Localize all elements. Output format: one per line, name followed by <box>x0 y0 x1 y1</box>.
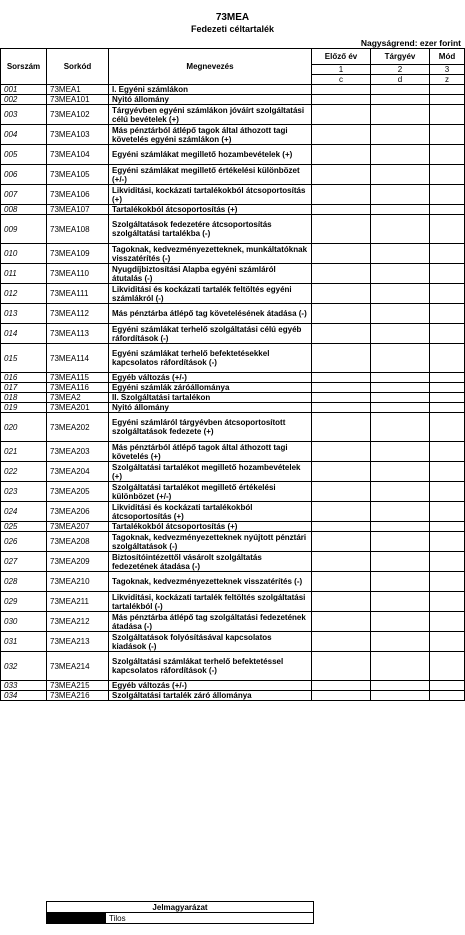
header-mod: Mód <box>430 49 465 65</box>
row-targyev-cell[interactable] <box>371 482 430 502</box>
row-megnevezes: I. Egyéni számlákon <box>109 85 312 95</box>
table-row <box>1 145 465 165</box>
row-mod-cell[interactable] <box>430 205 465 215</box>
row-elozo-ev-cell[interactable] <box>312 393 371 403</box>
row-sorszam: 033 <box>1 681 47 691</box>
row-mod-cell[interactable] <box>430 264 465 284</box>
row-targyev-cell[interactable] <box>371 215 430 244</box>
row-mod-cell[interactable] <box>430 85 465 95</box>
table-row <box>1 572 465 592</box>
row-megnevezes: Tagoknak, kedvezményezetteknek visszatérítés (-) <box>109 572 312 592</box>
row-sorkod: 73MEA213 <box>47 632 109 652</box>
row-sorkod: 73MEA207 <box>47 522 109 532</box>
table-row <box>1 344 465 373</box>
row-sorszam: 015 <box>1 344 47 373</box>
row-sorkod: 73MEA114 <box>47 344 109 373</box>
row-targyev-cell[interactable] <box>371 205 430 215</box>
row-sorkod: 73MEA212 <box>47 612 109 632</box>
row-sorkod: 73MEA202 <box>47 413 109 442</box>
row-sorkod: 73MEA210 <box>47 572 109 592</box>
row-megnevezes: Szolgáltatások folyósításával kapcsolatos kiadások (-) <box>109 632 312 652</box>
row-elozo-ev-cell[interactable] <box>312 691 371 701</box>
row-targyev-cell[interactable] <box>371 383 430 393</box>
row-elozo-ev-cell[interactable] <box>312 145 371 165</box>
row-elozo-ev-cell[interactable] <box>312 165 371 185</box>
row-elozo-ev-cell[interactable] <box>312 482 371 502</box>
row-mod-cell[interactable] <box>430 572 465 592</box>
header-targyev: Tárgyév <box>371 49 430 65</box>
row-sorszam: 013 <box>1 304 47 324</box>
row-elozo-ev-cell[interactable] <box>312 373 371 383</box>
row-elozo-ev-cell[interactable] <box>312 572 371 592</box>
row-sorszam: 021 <box>1 442 47 462</box>
row-elozo-ev-cell[interactable] <box>312 612 371 632</box>
row-mod-cell[interactable] <box>430 442 465 462</box>
row-targyev-cell[interactable] <box>371 612 430 632</box>
row-elozo-ev-cell[interactable] <box>312 592 371 612</box>
row-sorszam: 011 <box>1 264 47 284</box>
row-megnevezes: Tartalékokból átcsoportosítás (+) <box>109 205 312 215</box>
row-elozo-ev-cell[interactable] <box>312 383 371 393</box>
row-targyev-cell[interactable] <box>371 681 430 691</box>
legend-swatch <box>47 913 106 924</box>
form-code: 73MEA <box>215 12 250 23</box>
row-elozo-ev-cell[interactable] <box>312 502 371 522</box>
row-megnevezes: Szolgáltatási számlákat terhelő befektetéssel kapcsolatos ráfordítások (-) <box>109 652 312 681</box>
table-row <box>1 165 465 185</box>
row-sorszam: 026 <box>1 532 47 552</box>
row-targyev-cell[interactable] <box>371 393 430 403</box>
row-sorszam: 012 <box>1 284 47 304</box>
row-targyev-cell[interactable] <box>371 462 430 482</box>
row-sorszam: 032 <box>1 652 47 681</box>
table-row <box>1 373 465 383</box>
row-targyev-cell[interactable] <box>371 324 430 344</box>
row-sorkod: 73MEA112 <box>47 304 109 324</box>
row-targyev-cell[interactable] <box>371 244 430 264</box>
row-mod-cell[interactable] <box>430 522 465 532</box>
table-row <box>1 403 465 413</box>
row-megnevezes: Szolgáltatási tartalékot megillető hozambevételek (+) <box>109 462 312 482</box>
row-sorkod: 73MEA115 <box>47 373 109 383</box>
row-sorszam: 018 <box>1 393 47 403</box>
row-mod-cell[interactable] <box>430 482 465 502</box>
row-elozo-ev-cell[interactable] <box>312 215 371 244</box>
row-megnevezes: Egyéni számlákat megillető értékelési különbözet (+/-) <box>109 165 312 185</box>
row-mod-cell[interactable] <box>430 612 465 632</box>
row-targyev-cell[interactable] <box>371 264 430 284</box>
row-mod-cell[interactable] <box>430 632 465 652</box>
row-targyev-cell[interactable] <box>371 442 430 462</box>
row-sorkod: 73MEA109 <box>47 244 109 264</box>
row-sorszam: 010 <box>1 244 47 264</box>
row-sorszam: 024 <box>1 502 47 522</box>
row-elozo-ev-cell[interactable] <box>312 264 371 284</box>
row-mod-cell[interactable] <box>430 691 465 701</box>
row-elozo-ev-cell[interactable] <box>312 552 371 572</box>
row-mod-cell[interactable] <box>430 552 465 572</box>
row-elozo-ev-cell[interactable] <box>312 304 371 324</box>
legend-title: Jelmagyarázat <box>47 902 314 913</box>
row-targyev-cell[interactable] <box>371 532 430 552</box>
row-megnevezes: Egyéni számlákat terhelő befektetésekkel kapcsolatos ráfordítások (-) <box>109 344 312 373</box>
row-targyev-cell[interactable] <box>371 403 430 413</box>
row-sorszam: 002 <box>1 95 47 105</box>
row-sorszam: 022 <box>1 462 47 482</box>
row-sorszam: 027 <box>1 552 47 572</box>
row-megnevezes: Egyéni számlákat megillető hozambevételek (+) <box>109 145 312 165</box>
table-row <box>1 95 465 105</box>
row-sorkod: 73MEA205 <box>47 482 109 502</box>
table-row <box>1 522 465 532</box>
row-mod-cell[interactable] <box>430 185 465 205</box>
row-targyev-cell[interactable] <box>371 284 430 304</box>
header-num-1: 1 <box>312 65 371 75</box>
row-elozo-ev-cell[interactable] <box>312 284 371 304</box>
row-sorszam: 025 <box>1 522 47 532</box>
row-megnevezes: Más pénztárba átlépő tag szolgáltatási fedezetének átadása (-) <box>109 612 312 632</box>
legend-table <box>46 901 314 924</box>
row-sorszam: 034 <box>1 691 47 701</box>
row-megnevezes: Egyéb változás (+/-) <box>109 373 312 383</box>
row-mod-cell[interactable] <box>430 244 465 264</box>
table-row <box>1 125 465 145</box>
row-sorszam: 001 <box>1 85 47 95</box>
row-targyev-cell[interactable] <box>371 691 430 701</box>
row-megnevezes: II. Szolgáltatási tartalékon <box>109 393 312 403</box>
row-mod-cell[interactable] <box>430 215 465 244</box>
row-sorkod: 73MEA104 <box>47 145 109 165</box>
row-targyev-cell[interactable] <box>371 185 430 205</box>
row-sorkod: 73MEA103 <box>47 125 109 145</box>
row-megnevezes: Egyéni számlák záróállománya <box>109 383 312 393</box>
row-elozo-ev-cell[interactable] <box>312 244 371 264</box>
row-targyev-cell[interactable] <box>371 125 430 145</box>
row-sorszam: 019 <box>1 403 47 413</box>
row-megnevezes: Egyéb változás (+/-) <box>109 681 312 691</box>
row-sorszam: 028 <box>1 572 47 592</box>
row-targyev-cell[interactable] <box>371 572 430 592</box>
data-table <box>0 48 465 701</box>
row-targyev-cell[interactable] <box>371 373 430 383</box>
row-sorkod: 73MEA201 <box>47 403 109 413</box>
row-sorkod: 73MEA107 <box>47 205 109 215</box>
table-row <box>1 502 465 522</box>
row-mod-cell[interactable] <box>430 413 465 442</box>
header-sorszam: Sorszám <box>1 49 47 85</box>
row-sorkod: 73MEA1 <box>47 85 109 95</box>
row-elozo-ev-cell[interactable] <box>312 105 371 125</box>
row-sorszam: 031 <box>1 632 47 652</box>
row-elozo-ev-cell[interactable] <box>312 462 371 482</box>
row-sorszam: 004 <box>1 125 47 145</box>
row-sorszam: 020 <box>1 413 47 442</box>
row-sorkod: 73MEA111 <box>47 284 109 304</box>
table-row <box>1 85 465 95</box>
row-elozo-ev-cell[interactable] <box>312 344 371 373</box>
header-elozo-ev: Előző év <box>312 49 371 65</box>
table-row <box>1 652 465 681</box>
row-sorszam: 005 <box>1 145 47 165</box>
row-mod-cell[interactable] <box>430 145 465 165</box>
row-sorszam: 030 <box>1 612 47 632</box>
row-elozo-ev-cell[interactable] <box>312 185 371 205</box>
row-mod-cell[interactable] <box>430 95 465 105</box>
row-targyev-cell[interactable] <box>371 344 430 373</box>
header-letter-c: c <box>312 75 371 85</box>
row-megnevezes: Likviditási és kockázati tartalékokból átcsoportosítás (+) <box>109 502 312 522</box>
row-megnevezes: Nyitó állomány <box>109 403 312 413</box>
row-sorkod: 73MEA106 <box>47 185 109 205</box>
row-sorkod: 73MEA204 <box>47 462 109 482</box>
row-megnevezes: Szolgáltatások fedezetére átcsoportosítás szolgáltatási tartalékba (-) <box>109 215 312 244</box>
row-megnevezes: Tartalékokból átcsoportosítás (+) <box>109 522 312 532</box>
row-megnevezes: Tagoknak, kedvezményezetteknek, munkáltatóknak visszatérítés (-) <box>109 244 312 264</box>
row-mod-cell[interactable] <box>430 652 465 681</box>
row-megnevezes: Likviditási, kockázati tartalékokból átcsoportosítás (+) <box>109 185 312 205</box>
header-letter-d: d <box>371 75 430 85</box>
row-sorkod: 73MEA209 <box>47 552 109 572</box>
header-sorkod: Sorkód <box>47 49 109 85</box>
row-sorkod: 73MEA2 <box>47 393 109 403</box>
table-row <box>1 532 465 552</box>
row-mod-cell[interactable] <box>430 681 465 691</box>
row-sorkod: 73MEA216 <box>47 691 109 701</box>
table-row <box>1 681 465 691</box>
row-targyev-cell[interactable] <box>371 95 430 105</box>
row-targyev-cell[interactable] <box>371 502 430 522</box>
row-sorkod: 73MEA215 <box>47 681 109 691</box>
row-sorszam: 003 <box>1 105 47 125</box>
row-mod-cell[interactable] <box>430 393 465 403</box>
row-sorkod: 73MEA214 <box>47 652 109 681</box>
row-sorszam: 009 <box>1 215 47 244</box>
row-sorkod: 73MEA206 <box>47 502 109 522</box>
row-megnevezes: Biztosítóintézettől vásárolt szolgáltatás fedezetének átadása (-) <box>109 552 312 572</box>
row-mod-cell[interactable] <box>430 165 465 185</box>
row-sorkod: 73MEA102 <box>47 105 109 125</box>
row-sorszam: 016 <box>1 373 47 383</box>
row-sorkod: 73MEA110 <box>47 264 109 284</box>
form-title: Fedezeti céltartalék <box>190 24 275 34</box>
row-elozo-ev-cell[interactable] <box>312 125 371 145</box>
table-row <box>1 462 465 482</box>
row-mod-cell[interactable] <box>430 383 465 393</box>
row-sorkod: 73MEA108 <box>47 215 109 244</box>
header-num-3: 3 <box>430 65 465 75</box>
row-mod-cell[interactable] <box>430 105 465 125</box>
table-row <box>1 413 465 442</box>
row-sorszam: 007 <box>1 185 47 205</box>
row-sorkod: 73MEA105 <box>47 165 109 185</box>
row-mod-cell[interactable] <box>430 344 465 373</box>
table-row <box>1 244 465 264</box>
unit-label: Nagyságrend: ezer forint <box>360 38 461 48</box>
table-row <box>1 442 465 462</box>
row-sorkod: 73MEA203 <box>47 442 109 462</box>
table-row <box>1 393 465 403</box>
row-targyev-cell[interactable] <box>371 145 430 165</box>
row-mod-cell[interactable] <box>430 592 465 612</box>
row-mod-cell[interactable] <box>430 125 465 145</box>
row-megnevezes: Egyéni számláról tárgyévben átcsoportosított szolgáltatások fedezete (+) <box>109 413 312 442</box>
row-targyev-cell[interactable] <box>371 552 430 572</box>
row-sorszam: 023 <box>1 482 47 502</box>
table-row <box>1 105 465 125</box>
row-elozo-ev-cell[interactable] <box>312 95 371 105</box>
row-mod-cell[interactable] <box>430 373 465 383</box>
legend-item-tilos: Tilos <box>106 913 314 924</box>
row-sorszam: 017 <box>1 383 47 393</box>
row-targyev-cell[interactable] <box>371 85 430 95</box>
row-elozo-ev-cell[interactable] <box>312 632 371 652</box>
row-elozo-ev-cell[interactable] <box>312 522 371 532</box>
row-megnevezes: Tárgyévben egyéni számlákon jóváírt szolgáltatási célú bevételek (+) <box>109 105 312 125</box>
row-megnevezes: Szolgáltatási tartalék záró állománya <box>109 691 312 701</box>
row-sorkod: 73MEA101 <box>47 95 109 105</box>
table-row <box>1 383 465 393</box>
table-row <box>1 612 465 632</box>
row-mod-cell[interactable] <box>430 284 465 304</box>
table-row <box>1 482 465 502</box>
table-row <box>1 215 465 244</box>
row-mod-cell[interactable] <box>430 462 465 482</box>
table-row <box>1 284 465 304</box>
table-row <box>1 691 465 701</box>
row-targyev-cell[interactable] <box>371 304 430 324</box>
row-elozo-ev-cell[interactable] <box>312 532 371 552</box>
table-row <box>1 304 465 324</box>
header-num-2: 2 <box>371 65 430 75</box>
table-row <box>1 264 465 284</box>
row-sorkod: 73MEA211 <box>47 592 109 612</box>
row-megnevezes: Likviditási és kockázati tartalék feltöltés egyéni számlákról (-) <box>109 284 312 304</box>
table-row <box>1 592 465 612</box>
row-megnevezes: Tagoknak, kedvezményezetteknek nyújtott pénztári szolgáltatások (-) <box>109 532 312 552</box>
table-row <box>1 205 465 215</box>
row-targyev-cell[interactable] <box>371 592 430 612</box>
table-row <box>1 552 465 572</box>
row-sorszam: 008 <box>1 205 47 215</box>
row-megnevezes: Más pénztárból átlépő tagok által áthozott tagi követelés egyéni számlákon (+) <box>109 125 312 145</box>
row-megnevezes: Szolgáltatási tartalékot megillető értékelési különbözet (+/-) <box>109 482 312 502</box>
row-elozo-ev-cell[interactable] <box>312 652 371 681</box>
row-sorszam: 029 <box>1 592 47 612</box>
row-elozo-ev-cell[interactable] <box>312 681 371 691</box>
row-sorkod: 73MEA113 <box>47 324 109 344</box>
row-elozo-ev-cell[interactable] <box>312 324 371 344</box>
row-elozo-ev-cell[interactable] <box>312 205 371 215</box>
table-row <box>1 632 465 652</box>
row-elozo-ev-cell[interactable] <box>312 442 371 462</box>
row-sorkod: 73MEA116 <box>47 383 109 393</box>
row-elozo-ev-cell[interactable] <box>312 413 371 442</box>
table-row <box>1 185 465 205</box>
row-megnevezes: Likviditási, kockázati tartalék feltöltés szolgáltatási tartalékból (-) <box>109 592 312 612</box>
row-mod-cell[interactable] <box>430 502 465 522</box>
row-elozo-ev-cell[interactable] <box>312 85 371 95</box>
row-targyev-cell[interactable] <box>371 632 430 652</box>
header-letter-z: z <box>430 75 465 85</box>
row-elozo-ev-cell[interactable] <box>312 403 371 413</box>
row-mod-cell[interactable] <box>430 532 465 552</box>
row-targyev-cell[interactable] <box>371 652 430 681</box>
row-targyev-cell[interactable] <box>371 165 430 185</box>
row-targyev-cell[interactable] <box>371 105 430 125</box>
row-megnevezes: Nyitó állomány <box>109 95 312 105</box>
row-mod-cell[interactable] <box>430 324 465 344</box>
row-megnevezes: Más pénztárból átlépő tagok által áthozott tagi követelés (+) <box>109 442 312 462</box>
row-targyev-cell[interactable] <box>371 413 430 442</box>
header-megnevezes: Megnevezés <box>109 49 312 85</box>
row-megnevezes: Más pénztárba átlépő tag követelésének átadása (-) <box>109 304 312 324</box>
row-targyev-cell[interactable] <box>371 522 430 532</box>
table-row <box>1 324 465 344</box>
row-mod-cell[interactable] <box>430 304 465 324</box>
row-mod-cell[interactable] <box>430 403 465 413</box>
row-megnevezes: Nyugdíjbiztosítási Alapba egyéni számláról átutalás (-) <box>109 264 312 284</box>
row-sorszam: 014 <box>1 324 47 344</box>
row-sorkod: 73MEA208 <box>47 532 109 552</box>
row-megnevezes: Egyéni számlákat terhelő szolgáltatási célú egyéb ráfordítások (-) <box>109 324 312 344</box>
row-sorszam: 006 <box>1 165 47 185</box>
